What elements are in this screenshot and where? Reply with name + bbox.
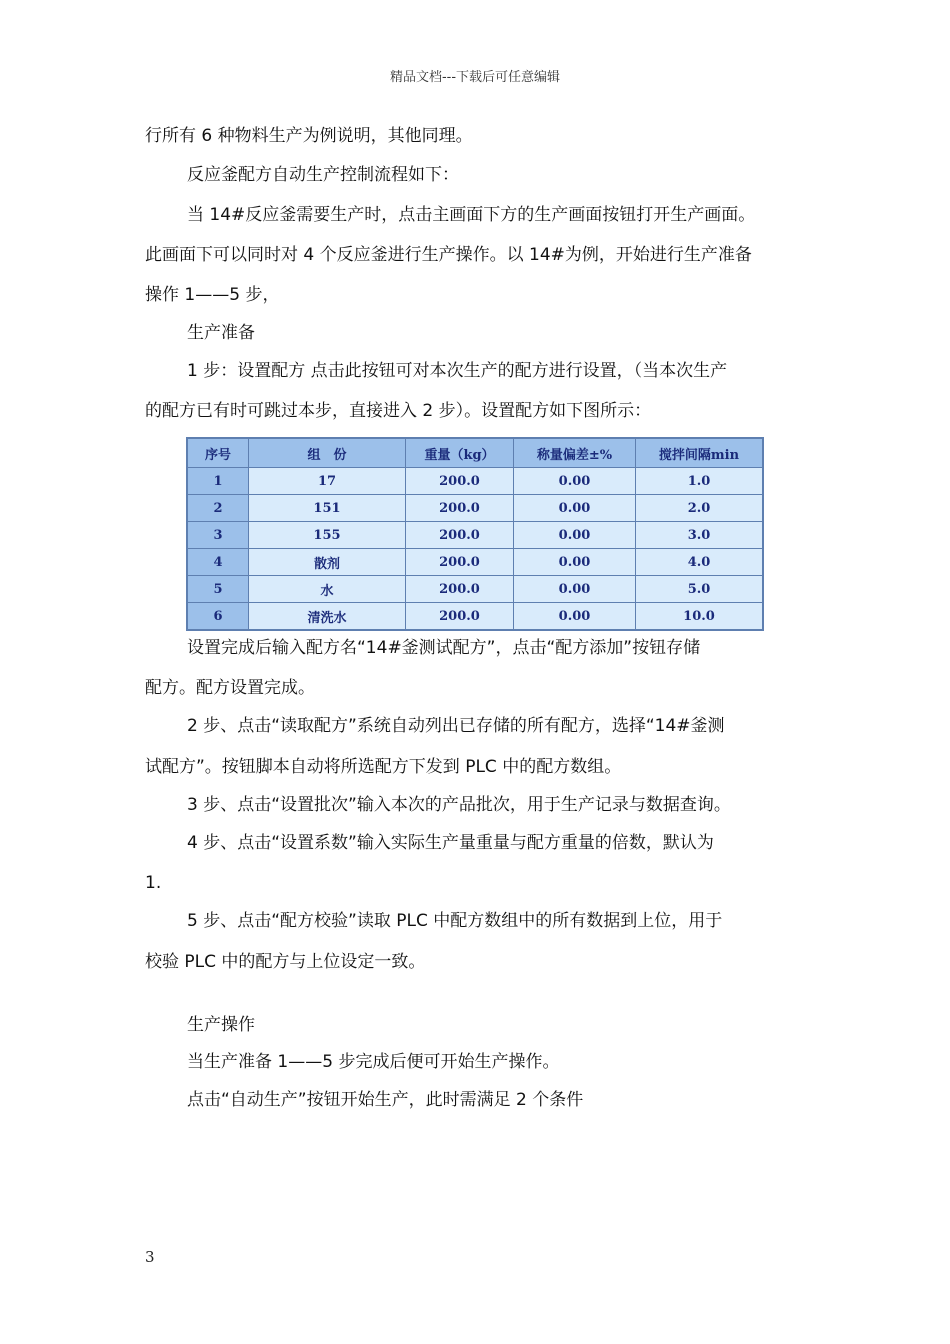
table-cell: 6 [187,603,249,631]
table-cell: 0.00 [514,603,636,631]
table-cell: 3.0 [636,522,764,549]
table-cell: 10.0 [636,603,764,631]
column-header: 重量（kg） [406,438,514,468]
recipe-table [186,437,764,631]
table-row [187,603,763,631]
paragraph-line: 配方。配方设置完成。 [145,678,315,698]
section-heading: 生产准备 [187,323,255,343]
table-row [187,468,763,495]
table-cell: 1 [187,468,249,495]
column-header: 称量偏差±% [514,438,636,468]
table-cell: 200.0 [406,576,514,603]
table-cell: 200.0 [406,549,514,576]
paragraph-line: 3 步、点击“设置批次”输入本次的产品批次，用于生产记录与数据查询。 [187,795,731,815]
column-header: 搅拌间隔min [636,438,764,468]
paragraph-line: 试配方”。按钮脚本自动将所选配方下发到 PLC 中的配方数组。 [145,757,622,777]
table-cell: 200.0 [406,495,514,522]
table-cell: 5 [187,576,249,603]
table-cell: 水 [249,576,406,603]
paragraph-line: 的配方已有时可跳过本步，直接进入 2 步）。设置配方如下图所示： [145,401,652,421]
paragraph-line: 当生产准备 1——5 步完成后便可开始生产操作。 [187,1052,560,1072]
table-row [187,549,763,576]
table-cell: 散剂 [249,549,406,576]
paragraph-line: 点击“自动生产”按钮开始生产，此时需满足 2 个条件 [187,1090,584,1110]
table-cell: 0.00 [514,549,636,576]
paragraph-line: 设置完成后输入配方名“14#釜测试配方”，点击“配方添加”按钮存储 [187,638,701,658]
paragraph-line: 4 步、点击“设置系数”输入实际生产量重量与配方重量的倍数，默认为 [187,833,714,853]
table-cell: 0.00 [514,495,636,522]
table-cell: 2.0 [636,495,764,522]
table-cell: 2 [187,495,249,522]
paragraph-line: 2 步、点击“读取配方”系统自动列出已存储的所有配方，选择“14#釜测 [187,716,725,736]
table-cell: 4.0 [636,549,764,576]
table-cell: 0.00 [514,576,636,603]
column-header: 序号 [187,438,249,468]
paragraph-line: 5 步、点击“配方校验”读取 PLC 中配方数组中的所有数据到上位，用于 [187,911,723,931]
table-cell: 0.00 [514,468,636,495]
paragraph-line: 1. [145,873,162,893]
column-header: 组 份 [249,438,406,468]
table-cell: 200.0 [406,603,514,631]
paragraph-line: 反应釜配方自动生产控制流程如下： [187,165,459,185]
table-cell: 151 [249,495,406,522]
table-row [187,576,763,603]
paragraph-line: 行所有 6 种物料生产为例说明，其他同理。 [145,126,473,146]
paragraph-line: 此画面下可以同时对 4 个反应釜进行生产操作。以 14#为例，开始进行生产准备 [145,245,752,265]
paragraph-line: 当 14#反应釜需要生产时，点击主画面下方的生产画面按钮打开生产画面。 [187,205,756,225]
page-header: 精品文档---下载后可任意编辑 [389,70,561,85]
table-cell: 200.0 [406,522,514,549]
table-header-row [187,438,763,468]
table-cell: 0.00 [514,522,636,549]
paragraph-line: 校验 PLC 中的配方与上位设定一致。 [145,952,426,972]
table-cell: 155 [249,522,406,549]
page-number: 3 [145,1248,155,1266]
paragraph-line: 1 步：设置配方 点击此按钮可对本次生产的配方进行设置，（当本次生产 [187,361,728,381]
table-row [187,522,763,549]
section-heading: 生产操作 [187,1015,255,1035]
table-cell: 4 [187,549,249,576]
table-cell: 3 [187,522,249,549]
table-cell: 1.0 [636,468,764,495]
table-row [187,495,763,522]
table-cell: 17 [249,468,406,495]
table-cell: 200.0 [406,468,514,495]
table-cell: 5.0 [636,576,764,603]
paragraph-line: 操作 1——5 步， [145,285,280,305]
table-cell: 清洗水 [249,603,406,631]
